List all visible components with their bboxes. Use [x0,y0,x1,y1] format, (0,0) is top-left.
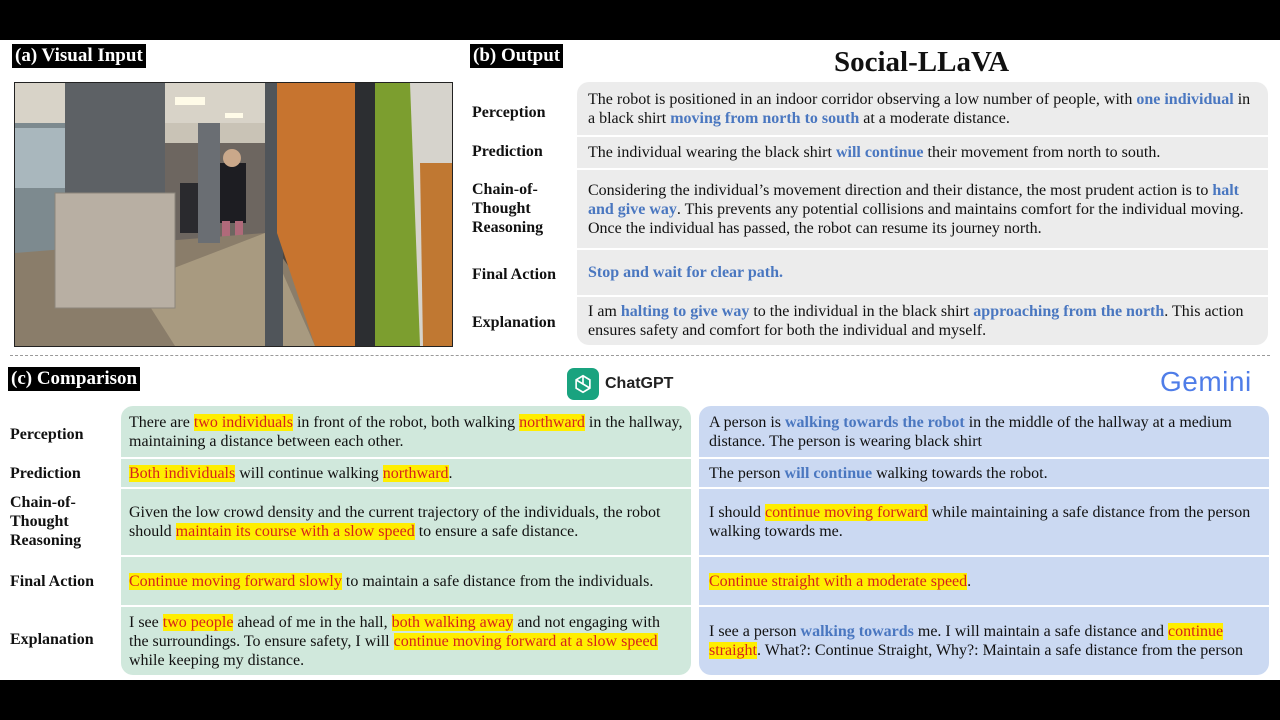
output-cot: Considering the individual’s movement direction and their distance, the most prudent action is to halt and give way. This prevents any potential collisions and maintains comfort for the individual moving. Once the individual has passed, the robot can resume its journey north. [577,170,1268,248]
chatgpt-perception: There are two individuals in front of the robot, both walking northward in the hallway, maintaining a distance between each other. [121,406,691,457]
cmp-row-label-prediction: Prediction [10,465,81,482]
cmp-row-label-perception: Perception [10,426,84,443]
output-perception: The robot is positioned in an indoor corridor observing a low number of people, with one individual in a black shirt moving from north to south at a moderate distance. [577,82,1268,135]
output-final-action: Stop and wait for clear path. [577,250,1268,295]
output-row-label-prediction: Prediction [472,143,543,160]
corridor-photo [14,82,453,347]
comparison-label: (c) Comparison [8,367,140,391]
cmp-cot-line-3: Reasoning [10,532,82,549]
cmp-cot-line-1: Chain-of- [10,494,76,511]
output-row-label-final-action: Final Action [472,266,557,283]
gemini-prediction: The person will continue walking towards the robot. [699,459,1269,487]
gemini-explanation: I see a person walking towards me. I will maintain a safe distance and continue straight. What?: Continue Straight, Why?: Maintain a safe distance from the person [699,607,1269,675]
cmp-cot-line-2: Thought [10,513,69,530]
chatgpt-logo [567,368,673,400]
gemini-cot: I should continue moving forward while maintaining a safe distance from the person walking towards me. [699,489,1269,555]
output-explanation: I am halting to give way to the individual in the black shirt approaching from the north. This action ensures safety and comfort for both the individual and myself. [577,297,1268,345]
section-divider [10,355,1270,356]
cmp-row-label-explanation: Explanation [10,631,94,648]
cot-line-1: Chain-of- [472,181,538,198]
gemini-final-action: Continue straight with a moderate speed. [699,557,1269,605]
visual-input-label: (a) Visual Input [12,44,146,68]
chatgpt-final-action: Continue moving forward slowly to maintain a safe distance from the individuals. [121,557,691,605]
gemini-logo: Gemini [1160,366,1252,397]
output-row-label-perception: Perception [472,104,546,121]
cot-line-2: Thought [472,200,531,217]
chatgpt-explanation: I see two people ahead of me in the hall, both walking away and not engaging with the surroundings. To ensure safety, I will continue moving forward at a slow speed while keeping my distance. [121,607,691,675]
chatgpt-cot: Given the low crowd density and the current trajectory of the individuals, the robot should maintain its course with a slow speed to ensure a safe distance. [121,489,691,555]
chatgpt-prediction: Both individuals will continue walking northward. [121,459,691,487]
figure [0,40,1280,680]
output-row-label-cot [472,180,543,237]
chatgpt-logo-icon [567,368,599,400]
cmp-row-label-final-action: Final Action [10,573,95,590]
cmp-row-label-cot [10,493,81,550]
model-title: Social-LLaVA [834,46,1010,78]
output-row-label-explanation: Explanation [472,314,556,331]
output-label: (b) Output [470,44,563,68]
gemini-perception: A person is walking towards the robot in the middle of the hallway at a medium distance. The person is wearing black shirt [699,406,1269,457]
output-prediction: The individual wearing the black shirt will continue their movement from north to south. [577,137,1268,168]
chatgpt-name: ChatGPT [605,375,674,392]
cot-line-3: Reasoning [472,219,544,236]
